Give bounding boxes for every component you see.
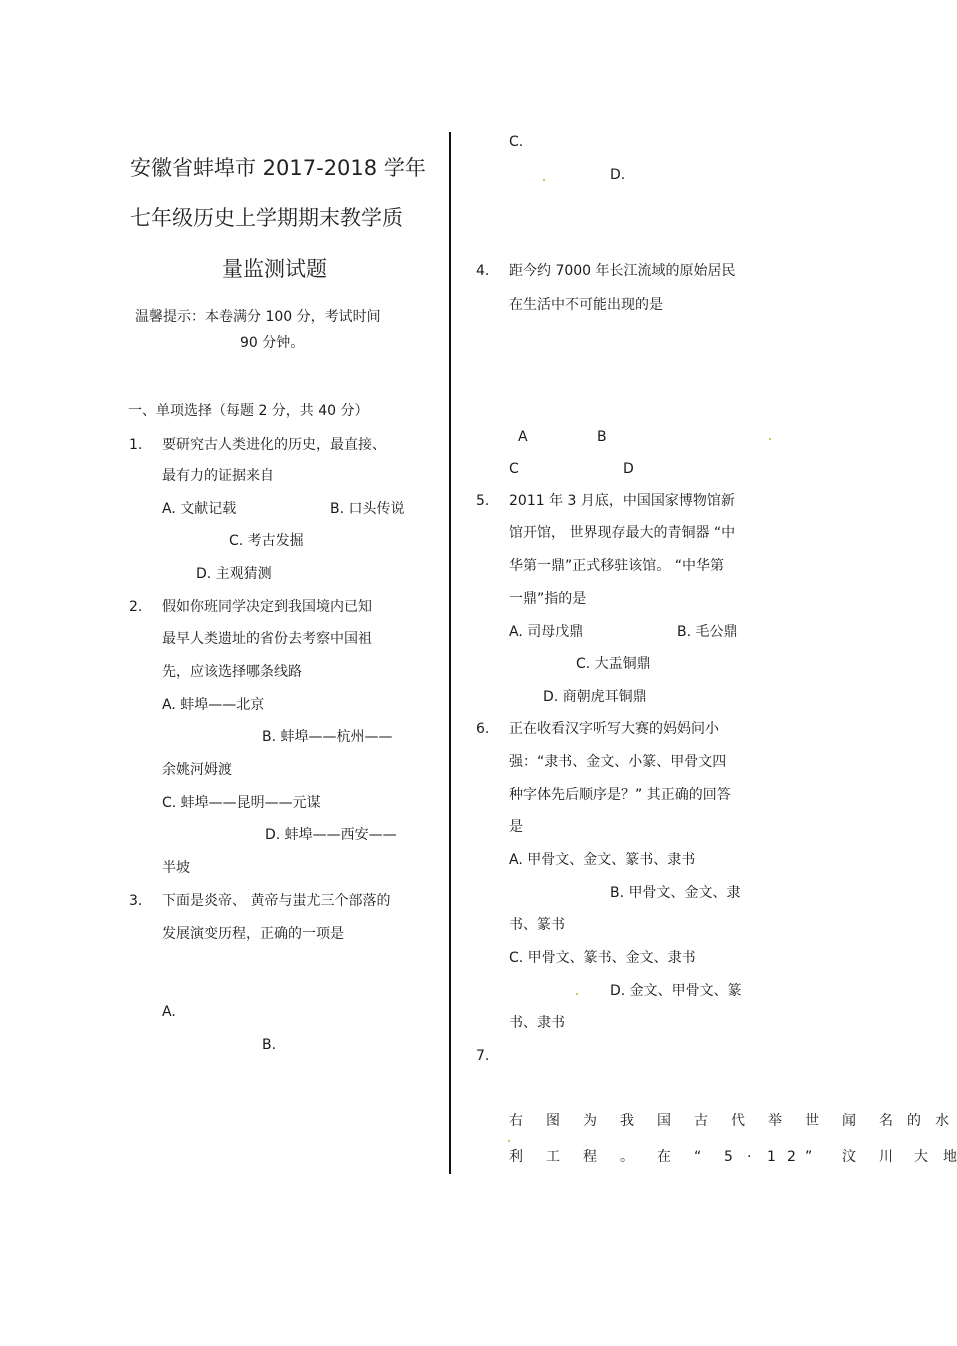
title-line-2: 七年级历史上学期期末教学质 — [130, 206, 403, 230]
q6-option-d-cont: 书、隶书 — [509, 1015, 565, 1031]
q7-char: 。 — [620, 1149, 634, 1165]
q5-stem-line: 馆开馆， 世界现存最大的青铜器 “中 — [509, 525, 736, 541]
q7-char: ” — [805, 1149, 813, 1165]
q7-char: 举 — [768, 1113, 782, 1129]
q5-stem-line: 华第一鼎”正式移驻该馆。 “中华第 — [509, 558, 724, 574]
q4-option-a: A — [518, 429, 528, 445]
q3-option-a: A. — [162, 1004, 176, 1020]
q7-char: 为 — [583, 1113, 597, 1129]
q7-char: 名 — [879, 1113, 893, 1129]
q6-option-a: A. 甲骨文、金文、篆书、隶书 — [509, 852, 696, 868]
title-line-1: 安徽省蚌埠市 2017-2018 学年 — [130, 156, 426, 180]
q2-option-a: A. 蚌埠——北京 — [162, 697, 265, 713]
notice-line-2: 90 分钟。 — [240, 335, 305, 351]
q7-char: 川 — [879, 1149, 893, 1165]
q3-option-d: D. — [610, 167, 626, 183]
q2-option-d: D. 蚌埠——西安—— — [265, 827, 397, 843]
q3-stem-line: 发展演变历程，正确的一项是 — [162, 926, 344, 942]
q5-option-c: C. 大盂铜鼎 — [576, 656, 651, 672]
q3-option-c: C. — [509, 134, 524, 150]
q5-option-a: A. 司母戊鼎 — [509, 624, 584, 640]
q7-char: 利 — [509, 1149, 523, 1165]
artifact-dot — [576, 993, 578, 995]
q4-number: 4. — [476, 263, 490, 279]
q7-char: 右 — [509, 1113, 523, 1129]
q1-stem-line: 要研究古人类进化的历史，最直接、 — [162, 437, 386, 453]
q7-char: 在 — [657, 1149, 671, 1165]
notice-line-1: 温馨提示：本卷满分 100 分，考试时间 — [135, 309, 381, 325]
q2-stem-line: 先，应该选择哪条线路 — [162, 664, 302, 680]
q1-option-a: A. 文献记载 — [162, 501, 237, 517]
q4-option-b: B — [597, 429, 607, 445]
q2-option-b-cont: 余姚河姆渡 — [162, 762, 232, 778]
q6-stem-line: 正在收看汉字听写大赛的妈妈问小 — [509, 721, 719, 737]
artifact-dot — [543, 179, 545, 181]
q6-option-c: C. 甲骨文、篆书、金文、隶书 — [509, 950, 696, 966]
q1-number: 1. — [129, 437, 143, 453]
q6-stem-line: 强：“隶书、金文、小篆、甲骨文四 — [509, 754, 727, 770]
q7-char: 程 — [583, 1149, 597, 1165]
q4-option-d: D — [623, 461, 634, 477]
q1-option-c: C. 考古发掘 — [229, 533, 304, 549]
q5-option-b: B. 毛公鼎 — [677, 624, 738, 640]
q7-char: 闻 — [842, 1113, 856, 1129]
q7-char: 世 — [805, 1113, 819, 1129]
q5-number: 5. — [476, 493, 490, 509]
artifact-dot — [769, 438, 771, 440]
q3-number: 3. — [129, 893, 143, 909]
q6-option-b: B. 甲骨文、金文、隶 — [610, 885, 741, 901]
title-line-3: 量监测试题 — [222, 257, 327, 281]
q7-char: 我 — [620, 1113, 634, 1129]
q4-stem-line: 在生活中不可能出现的是 — [509, 297, 663, 313]
q5-stem-line: 2011 年 3 月底，中国国家博物馆新 — [509, 493, 735, 509]
q2-option-d-cont: 半坡 — [162, 860, 190, 876]
q3-stem-line: 下面是炎帝、 黄帝与蚩尤三个部落的 — [162, 893, 391, 909]
q7-char: 大 — [914, 1149, 928, 1165]
q6-stem-line: 种字体先后顺序是？” 其正确的回答 — [509, 787, 731, 803]
q1-option-d: D. 主观猜测 — [196, 566, 272, 582]
q7-char: 代 — [731, 1113, 745, 1129]
q7-char: 图 — [546, 1113, 560, 1129]
q7-line-2 — [509, 1148, 957, 1166]
q7-char: 水 — [935, 1113, 949, 1129]
q2-number: 2. — [129, 599, 143, 615]
q7-char: 古 — [694, 1113, 708, 1129]
q7-char: 汶 — [842, 1149, 856, 1165]
column-divider — [449, 132, 451, 1174]
q7-char: 国 — [657, 1113, 671, 1129]
q6-option-b-cont: 书、篆书 — [509, 917, 565, 933]
q7-char: · — [747, 1149, 752, 1165]
q6-option-d: D. 金文、甲骨文、篆 — [610, 983, 742, 999]
q2-option-b: B. 蚌埠——杭州—— — [262, 729, 393, 745]
q2-option-c: C. 蚌埠——昆明——元谋 — [162, 795, 321, 811]
q7-char: 工 — [546, 1149, 560, 1165]
artifact-dot — [508, 1140, 510, 1142]
q7-char: 2 — [787, 1149, 796, 1165]
q6-stem-line: 是 — [509, 819, 523, 835]
q7-char: 地 — [943, 1149, 957, 1165]
q5-option-d: D. 商朝虎耳铜鼎 — [543, 689, 647, 705]
q7-number: 7. — [476, 1048, 490, 1064]
q7-char: 1 — [767, 1149, 776, 1165]
q2-stem-line: 最早人类遗址的省份去考察中国祖 — [162, 631, 372, 647]
section-heading: 一、单项选择（每题 2 分，共 40 分） — [128, 403, 369, 419]
q7-char: 的 — [907, 1113, 921, 1129]
q7-char: “ — [694, 1149, 702, 1165]
q6-number: 6. — [476, 721, 490, 737]
q3-option-b: B. — [262, 1037, 277, 1053]
q2-stem-line: 假如你班同学决定到我国境内已知 — [162, 599, 372, 615]
q1-option-b: B. 口头传说 — [330, 501, 405, 517]
q5-stem-line: 一鼎”指的是 — [509, 591, 587, 607]
q4-option-c: C — [509, 461, 519, 477]
q7-char: 5 — [724, 1149, 733, 1165]
q1-stem-line: 最有力的证据来自 — [162, 468, 274, 484]
q7-line-1 — [509, 1112, 949, 1130]
q4-stem-line: 距今约 7000 年长江流域的原始居民 — [509, 263, 736, 279]
